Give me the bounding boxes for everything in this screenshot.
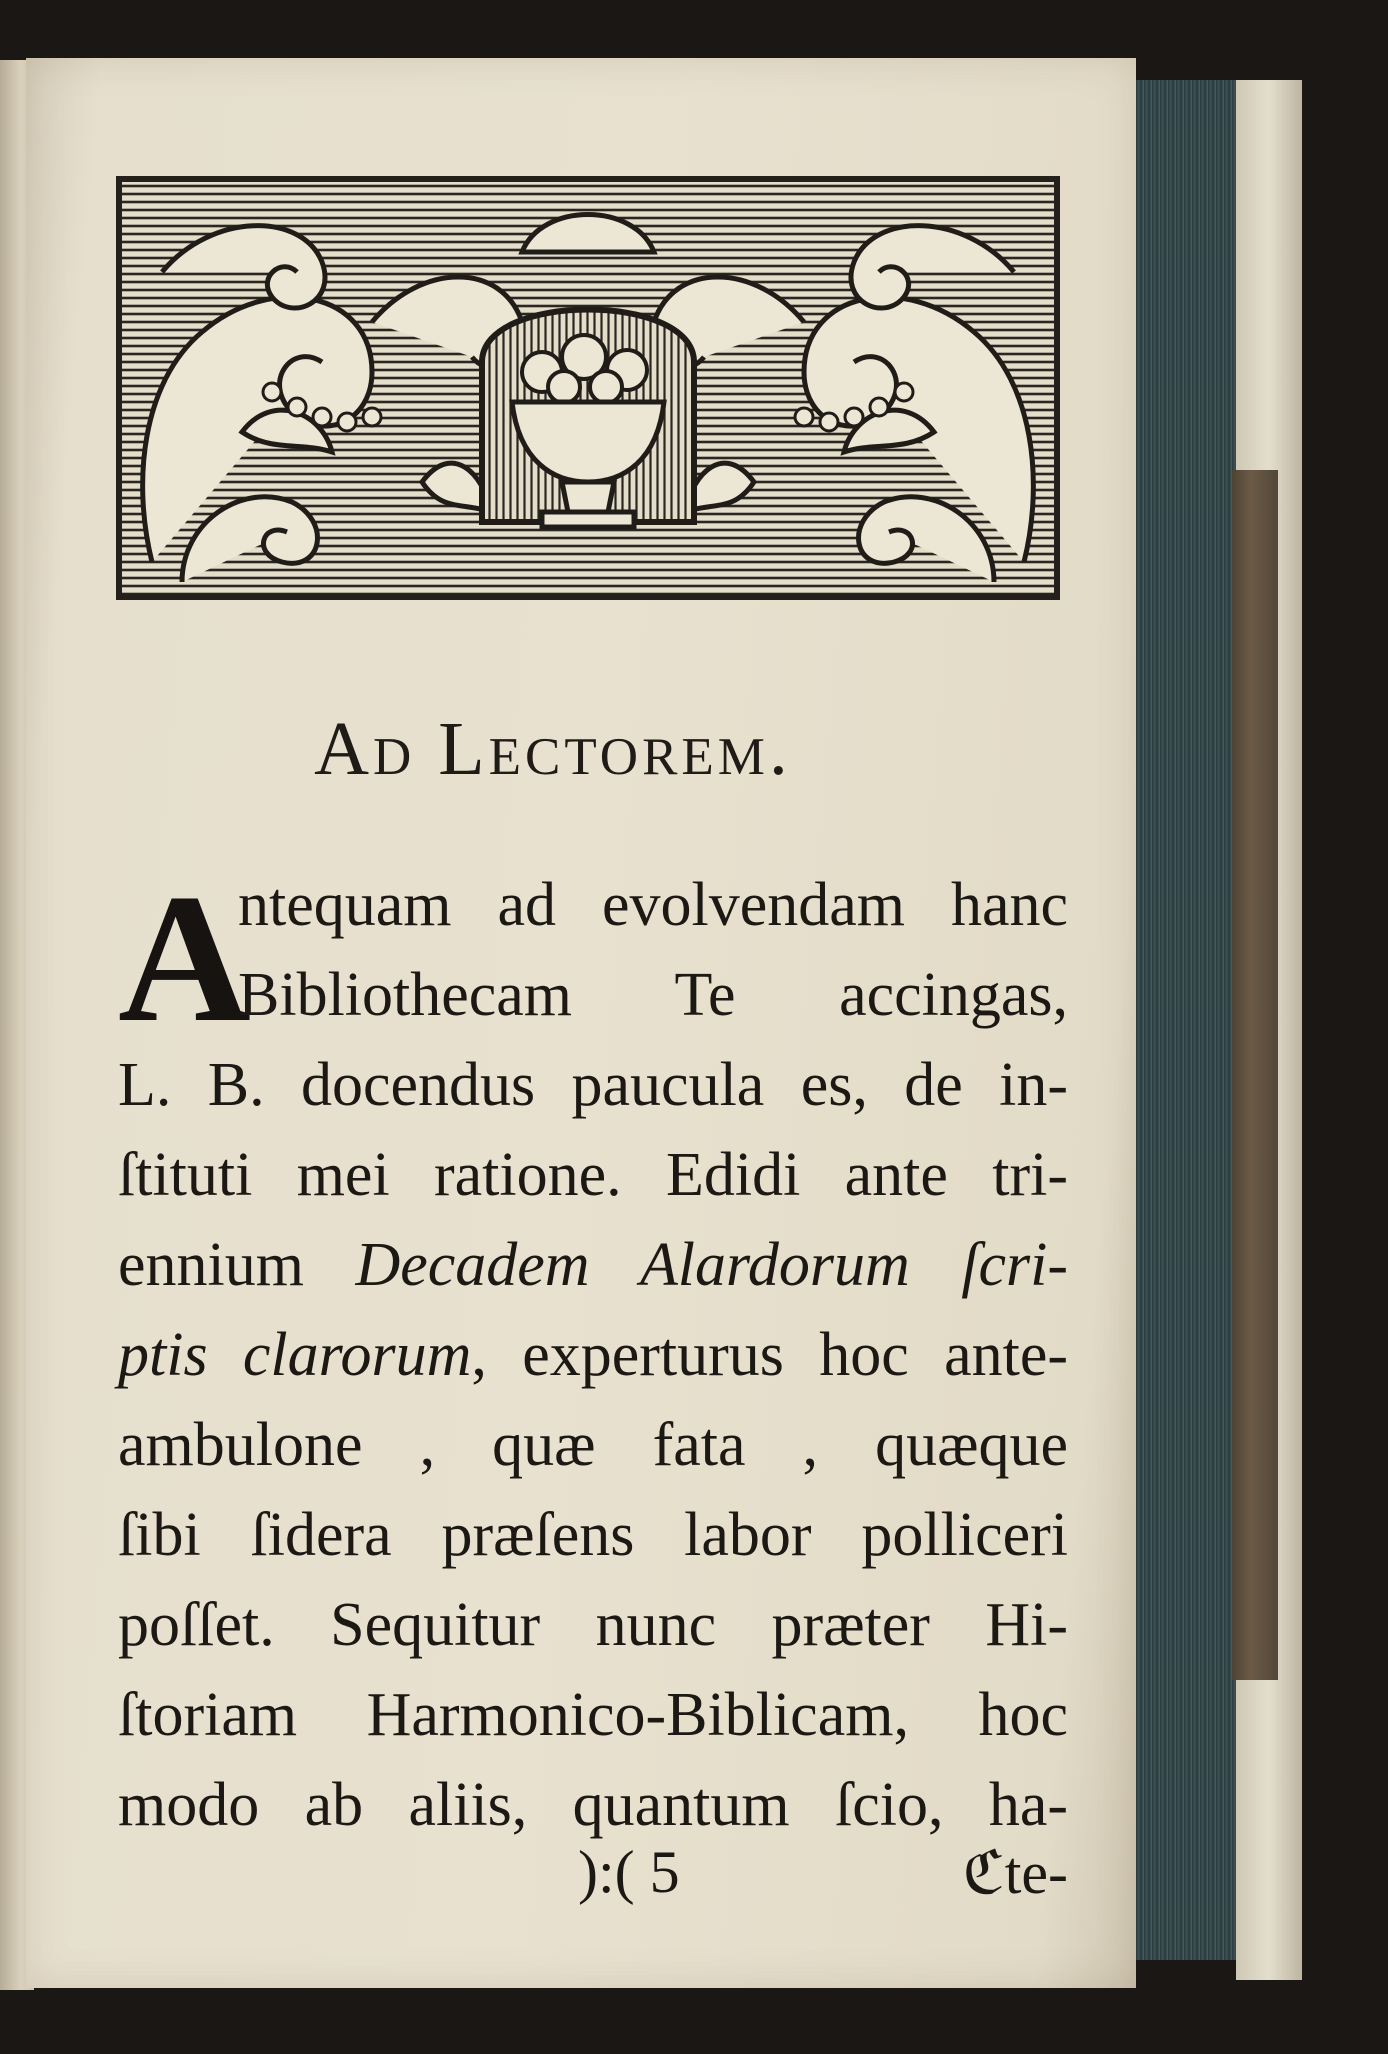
drop-cap-initial: A	[118, 856, 251, 1060]
text-line: ennium Decadem Alardorum ſcri-	[118, 1231, 1068, 1299]
binding-stain	[1232, 470, 1278, 1680]
text-line: ntequam ad evolvendam hanc	[238, 871, 1068, 939]
page-footer	[118, 1838, 1068, 1918]
page-block-edge	[1136, 80, 1236, 1960]
text-line: ambulone , quæ fata , quæque	[118, 1411, 1068, 1479]
signature-mark: ):( 5	[578, 1839, 680, 1905]
text-line: L. B. docendus paucula es, de in-	[118, 1051, 1068, 1119]
text-line: modo ab aliis, quantum ſcio, ha-	[118, 1771, 1068, 1839]
woodcut-headpiece-icon	[116, 176, 1060, 600]
page-heading: Ad Lectorem.	[314, 707, 792, 791]
text-line: ſtoriam Harmonico-Biblicam, hoc	[118, 1681, 1068, 1749]
text-line: ſtituti mei ratione. Edidi ante tri-	[118, 1141, 1068, 1209]
text-line: poſſet. Sequitur nunc præter Hi-	[118, 1591, 1068, 1659]
text-line: ptis clarorum, experturus hoc ante-	[118, 1321, 1068, 1389]
text-line: ſibi ſidera præſens labor polliceri	[118, 1501, 1068, 1569]
catchword: ℭte-	[962, 1840, 1068, 1906]
text-line: Bibliothecam Te accingas,	[238, 961, 1068, 1029]
